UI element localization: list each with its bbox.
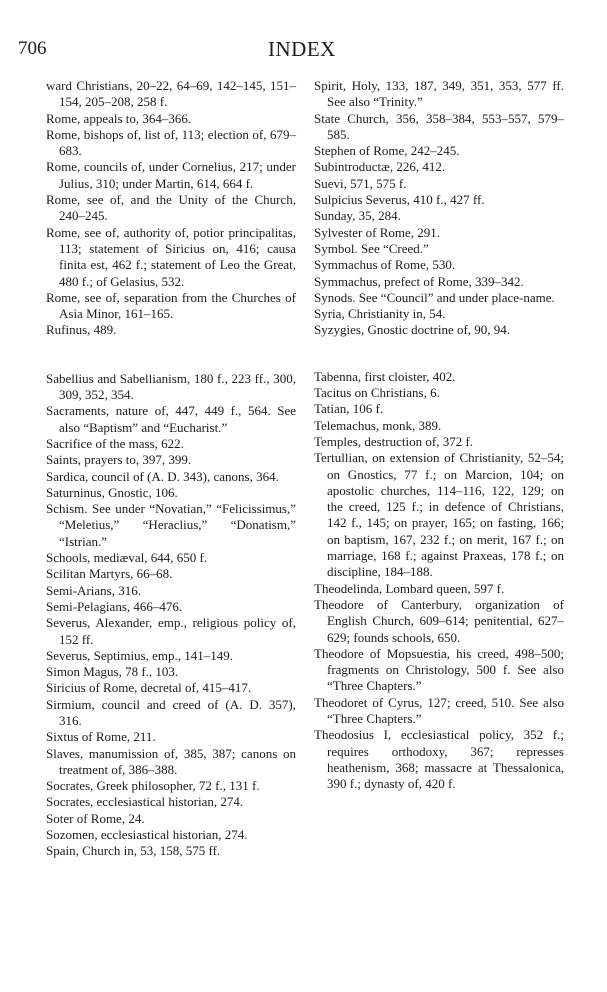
index-entry: Symmachus of Rome, 530.: [314, 257, 456, 273]
index-entry: Socrates, Greek philosopher, 72 f., 131 f.: [46, 778, 260, 794]
index-entry: Sardica, council of (A. D. 343), canons, 364.: [46, 468, 279, 484]
index-entry: Rome, bishops of, list of, 113; election of, 679–683.: [46, 126, 296, 159]
index-entry: Sunday, 35, 284.: [314, 208, 401, 224]
index-entry: Rome, see of, authority of, potior principalitas, 113; statement of Siricius on, 416; causa finita est, 462 f.; statement of Leo the Great, 480 f.; of Gelasius, 532.: [46, 224, 296, 289]
index-entry: Stephen of Rome, 242–245.: [314, 143, 460, 159]
section-divider-space: [46, 339, 296, 371]
index-entry: Spirit, Holy, 133, 187, 349, 351, 353, 577 ff. See also “Trinity.”: [314, 78, 564, 110]
index-entry: Slaves, manumission of, 385, 387; canons on treatment of, 386–388.: [46, 745, 296, 777]
index-entry: Semi-Pelagians, 466–476.: [46, 598, 183, 614]
index-group-r: [46, 78, 296, 339]
index-entry: Subintroductæ, 226, 412.: [314, 159, 446, 175]
index-column-right: [314, 78, 564, 792]
index-entry: Saints, prayers to, 397, 399.: [46, 452, 192, 468]
page-title: INDEX: [268, 37, 336, 61]
index-entry: Syria, Christianity in, 54.: [314, 306, 446, 322]
index-entry: Theodore of Canterbury, organization of English Church, 609–614; penitential, 627–629; founds schools, 650.: [314, 596, 564, 645]
index-entry: Symmachus, prefect of Rome, 339–342.: [314, 273, 524, 289]
index-entry: Sixtus of Rome, 211.: [46, 729, 156, 745]
index-entry: Tatian, 106 f.: [314, 401, 384, 417]
index-entry: Suevi, 571, 575 f.: [314, 175, 407, 191]
index-entry: Spain, Church in, 53, 158, 575 ff.: [46, 843, 221, 859]
index-entry: Scilitan Martyrs, 66–68.: [46, 566, 173, 582]
page-number: 706: [18, 38, 47, 59]
index-entry: Temples, destruction of, 372 f.: [314, 433, 474, 449]
index-group-t: [314, 369, 564, 793]
index-entry: State Church, 356, 358–384, 553–557, 579–585.: [314, 110, 564, 142]
index-entry: Saturninus, Gnostic, 106.: [46, 484, 178, 500]
index-entry: Rome, appeals to, 364–366.: [46, 110, 192, 126]
index-entry: Theodosius I, ecclesiastical policy, 352 f.; requires orthodoxy, 367; represses heathenism, 368; massacre at Thessalonica, 390 f.; dynasty of, 420 f.: [314, 727, 564, 792]
index-entry: Rome, see of, separation from the Churches of Asia Minor, 161–165.: [46, 289, 296, 322]
index-entry: Sirmium, council and creed of (A. D. 357), 316.: [46, 696, 296, 728]
index-entry: Sulpicius Severus, 410 f., 427 ff.: [314, 192, 485, 208]
index-entry: Schools, mediæval, 644, 650 f.: [46, 550, 208, 566]
index-entry: Tertullian, on extension of Christianity, 52–54; on Gnostics, 77 f.; on Marcion, 104; on apostolic churches, 114–116, 122, 129; on the creed, 125 f.; in defence of Christians, 142 f., 145; on prayer, 165; on fasting, 166; on baptism, 167, 232 f.; on merit, 167 f.; on marriage, 168 f.; against Praxeas, 178 f.; on discipline, 184–188.: [314, 450, 564, 580]
index-group-s: [46, 371, 296, 860]
index-entry: Theodore of Mopsuestia, his creed, 498–500; fragments on Christology, 500 f. See also “Three Chapters.”: [314, 645, 564, 694]
index-entry: Sozomen, ecclesiastical historian, 274.: [46, 827, 248, 843]
index-entry: Soter of Rome, 24.: [46, 810, 145, 826]
index-entry: ward Christians, 20–22, 64–69, 142–145, 151–154, 205–208, 258 f.: [46, 78, 296, 110]
index-column-left: [46, 78, 296, 860]
index-entry: Tabenna, first cloister, 402.: [314, 368, 456, 384]
index-entry: Semi-Arians, 316.: [46, 582, 141, 598]
index-entry: Severus, Septimius, emp., 141–149.: [46, 647, 234, 663]
index-entry: Syzygies, Gnostic doctrine of, 90, 94.: [314, 322, 511, 338]
index-entry: Theodelinda, Lombard queen, 597 f.: [314, 580, 505, 596]
index-entry: Schism. See under “Novatian,” “Felicissimus,” “Meletius,” “Heraclius,” “Donatism,” “Istrian.”: [46, 501, 296, 549]
index-entry: Sylvester of Rome, 291.: [314, 224, 441, 240]
index-entry: Rufinus, 489.: [46, 322, 117, 338]
index-entry: Sabellius and Sabellianism, 180 f., 223 ff., 300, 309, 352, 354.: [46, 370, 296, 403]
index-entry: Simon Magus, 78 f., 103.: [46, 664, 179, 680]
index-entry: Socrates, ecclesiastical historian, 274.: [46, 794, 244, 810]
index-group-s-cont: [314, 78, 564, 339]
index-entry: Theodoret of Cyrus, 127; creed, 510. See also “Three Chapters.”: [314, 694, 564, 726]
index-entry: Tacitus on Christians, 6.: [314, 385, 440, 401]
index-entry: Severus, Alexander, emp., religious policy of, 152 ff.: [46, 615, 296, 647]
index-entry: Rome, see of, and the Unity of the Church, 240–245.: [46, 192, 296, 224]
index-entry: Symbol. See “Creed.”: [314, 240, 429, 256]
index-entry: Telemachus, monk, 389.: [314, 417, 442, 433]
index-entry: Synods. See “Council” and under place-name.: [314, 289, 555, 305]
index-entry: Siricius of Rome, decretal of, 415–417.: [46, 680, 252, 696]
index-entry: Rome, councils of, under Cornelius, 217; under Julius, 310; under Martin, 614, 664 f.: [46, 159, 296, 191]
index-entry: Sacraments, nature of, 447, 449 f., 564. See also “Baptism” and “Eucharist.”: [46, 403, 296, 435]
index-entry: Sacrifice of the mass, 622.: [46, 435, 184, 451]
section-divider-space: [314, 339, 564, 369]
